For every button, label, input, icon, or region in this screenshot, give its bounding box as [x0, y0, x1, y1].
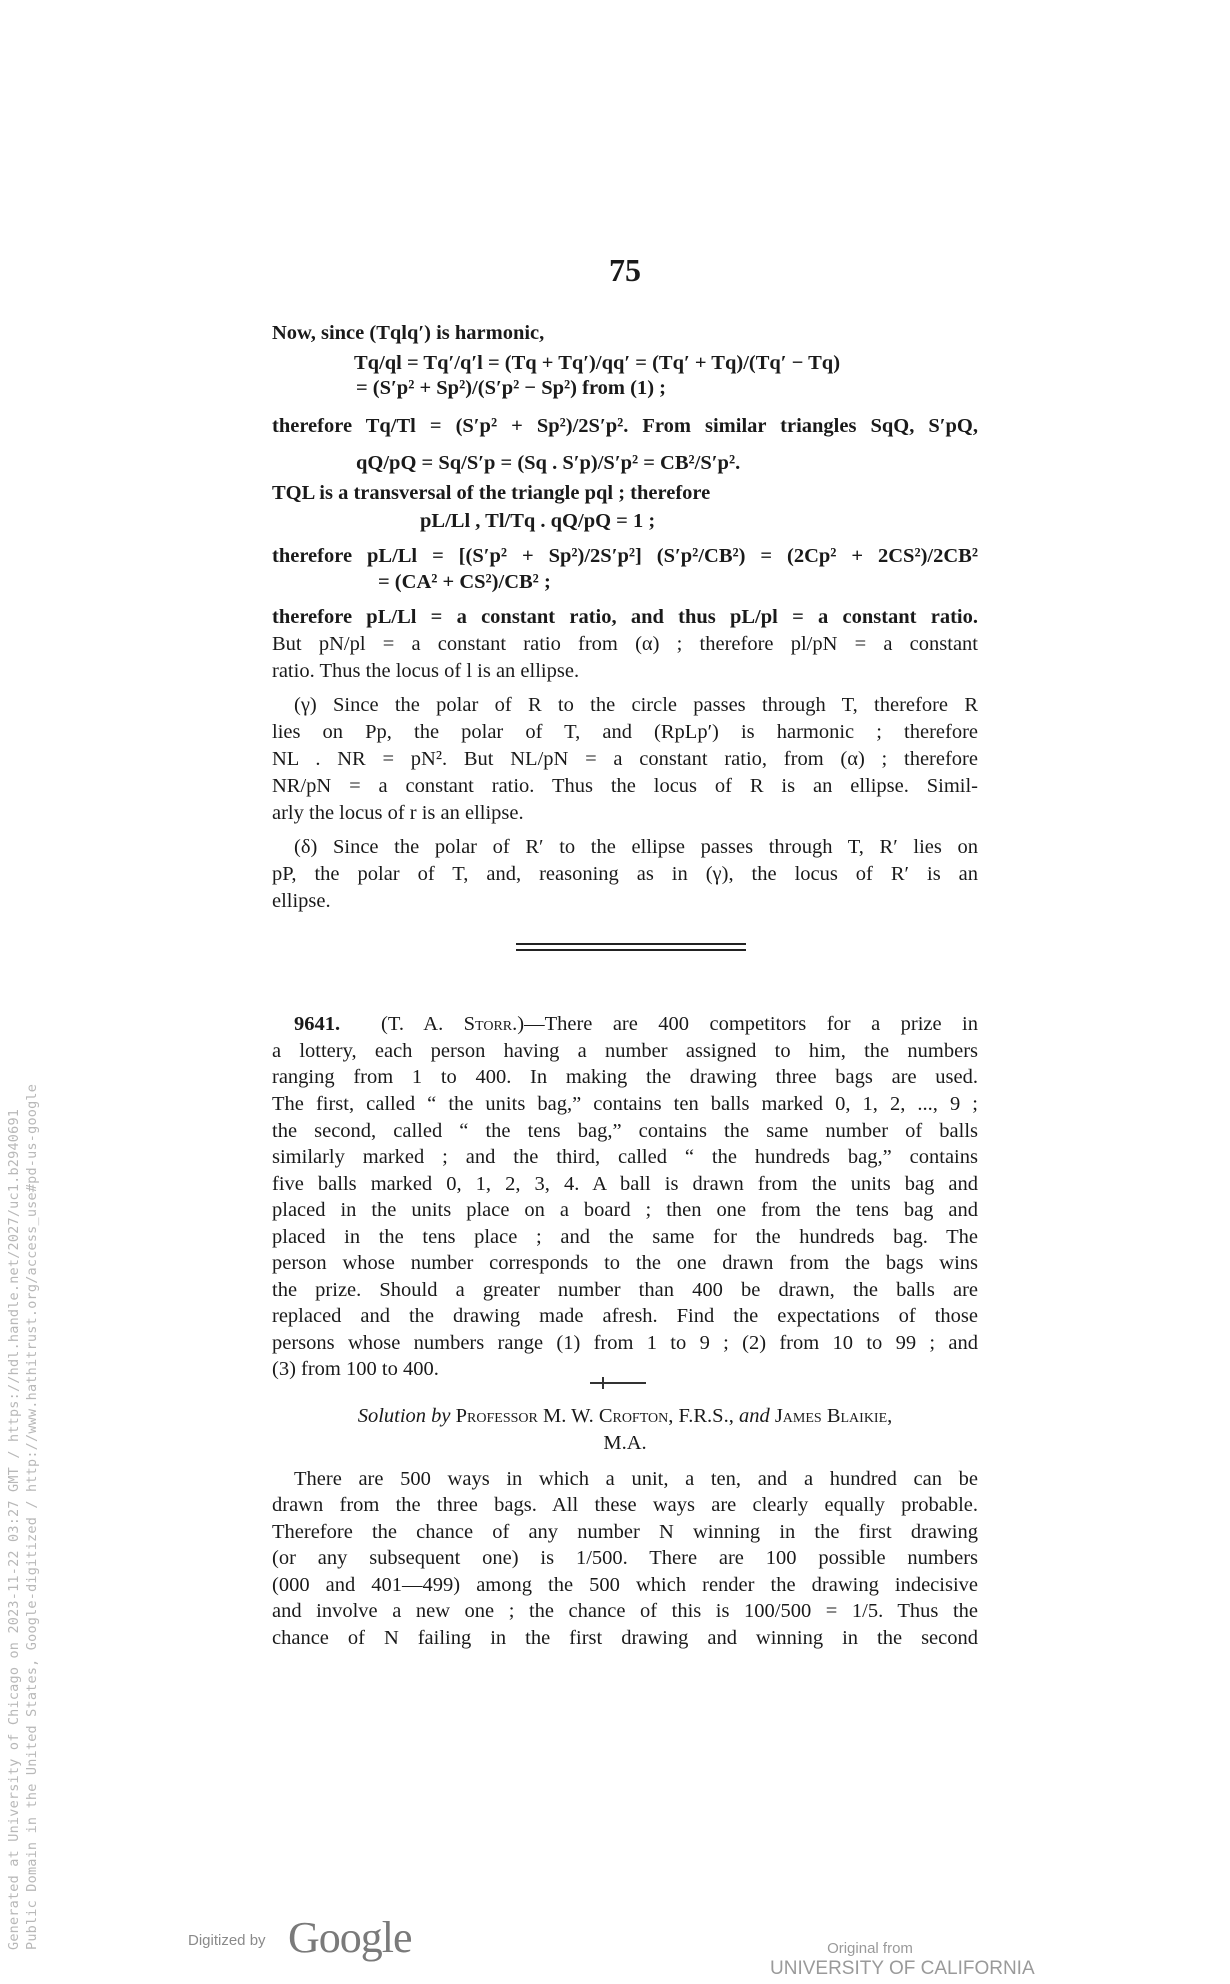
- solution-line: There are 500 ways in which a unit, a ten, and a hundred can be: [294, 1468, 978, 1490]
- question-line: placed in the tens place ; and the same for the hundreds bag. The: [272, 1226, 978, 1248]
- equation-line: Tq/ql = Tq′/q′l = (Tq + Tq′)/qq′ = (Tq′ + Tq)/(Tq′ − Tq): [354, 352, 841, 374]
- solution-line: drawn from the three bags. All these ways are clearly equally probable.: [272, 1494, 978, 1516]
- section-divider-double-rule: [516, 943, 746, 951]
- solution-heading-prefix: Solution by: [357, 1405, 451, 1427]
- original-from-label: Original from: [827, 1940, 913, 1957]
- gamma-paragraph-line: lies on Pp, the polar of T, and (RpLp′) is harmonic ; therefore: [272, 721, 978, 743]
- equation-line: = (S′p² + Sp²)/(S′p² − Sp²) from (1) ;: [356, 377, 666, 399]
- question-line: (3) from 100 to 400.: [272, 1358, 439, 1380]
- solution-line: (or any subsequent one) is 1/500. There are 100 possible numbers: [272, 1547, 978, 1569]
- text-line: therefore pL/Ll = [(S′p² + Sp²)/2S′p²] (S′p²/CB²) = (2Cp² + 2CS²)/2CB²: [272, 545, 978, 567]
- gamma-paragraph-line: (γ) Since the polar of R to the circle passes through T, therefore R: [294, 694, 978, 716]
- solution-line: Therefore the chance of any number N winning in the first drawing: [272, 1521, 978, 1543]
- solution-line: chance of N failing in the first drawing and winning in the second: [272, 1627, 978, 1649]
- solution-heading-coauthor: James Blaikie,: [769, 1405, 893, 1427]
- gamma-paragraph-line: arly the locus of r is an ellipse.: [272, 802, 524, 824]
- solution-line: (000 and 401—499) among the 500 which render the drawing indecisive: [272, 1574, 978, 1596]
- separator-mark: [590, 1377, 646, 1389]
- margin-generated-note: Generated at University of Chicago on 2023-11-22 03:27 GMT / https://hdl.handle.net/2027/uc1.b2940691: [6, 1108, 22, 1950]
- question-line: the prize. Should a greater number than 400 be drawn, the balls are: [272, 1279, 978, 1301]
- equation-line: = (CA² + CS²)/CB² ;: [378, 571, 551, 593]
- delta-paragraph-line: pP, the polar of T, and, reasoning as in (γ), the locus of R′ is an: [272, 863, 978, 885]
- solution-heading-line2: M.A.: [603, 1432, 647, 1454]
- text-line: therefore pL/Ll = a constant ratio, and thus pL/pl = a constant ratio.: [272, 606, 978, 628]
- text-line: ratio. Thus the locus of l is an ellipse.: [272, 660, 580, 682]
- text-line: TQL is a transversal of the triangle pql ; therefore: [272, 482, 711, 504]
- solution-line: and involve a new one ; the chance of this is 100/500 = 1/5. Thus the: [272, 1600, 978, 1622]
- question-line: similarly marked ; and the third, called “ the hundreds bag,” contains: [272, 1146, 978, 1168]
- text-line: therefore Tq/Tl = (S′p² + Sp²)/2S′p². From similar triangles SqQ, S′pQ,: [272, 415, 978, 437]
- solution-heading-author: Professor M. W. Crofton, F.R.S.,: [450, 1405, 739, 1427]
- text-line: Now, since (Tqlq′) is harmonic,: [272, 322, 545, 344]
- equation-line: qQ/pQ = Sq/S′p = (Sq . S′p)/S′p² = CB²/S′p².: [356, 452, 741, 474]
- question-author: (T. A. Storr.): [381, 1013, 525, 1035]
- gamma-paragraph-line: NL . NR = pN². But NL/pN = a constant ratio, from (α) ; therefore: [272, 748, 978, 770]
- gamma-paragraph-line: NR/pN = a constant ratio. Thus the locus of R is an ellipse. Simil-: [272, 775, 978, 797]
- digitized-by-label: Digitized by: [188, 1932, 266, 1949]
- text-line: But pN/pl = a constant ratio from (α) ; therefore pl/pN = a constant: [272, 633, 978, 655]
- margin-public-domain-note: Public Domain in the United States, Google-digitized / http://www.hathitrust.org/access_use#pd-us-google: [24, 1083, 40, 1950]
- question-line: placed in the units place on a board ; then one from the tens bag and: [272, 1199, 978, 1221]
- delta-paragraph-line: ellipse.: [272, 890, 331, 912]
- question-line: replaced and the drawing made afresh. Find the expectations of those: [272, 1305, 978, 1327]
- question-number: 9641.: [294, 1013, 341, 1035]
- question-line: [272, 1011, 978, 1037]
- question-line: ranging from 1 to 400. In making the drawing three bags are used.: [272, 1066, 978, 1088]
- solution-heading-and: and: [738, 1405, 770, 1427]
- institution-name: UNIVERSITY OF CALIFORNIA: [770, 1958, 1035, 1979]
- solution-heading: [272, 1403, 978, 1429]
- google-logo: Google: [288, 1913, 412, 1962]
- question-text: —There are 400 competitors for a prize in: [524, 1013, 978, 1035]
- question-line: person whose number corresponds to the one drawn from the bags wins: [272, 1252, 978, 1274]
- question-line: five balls marked 0, 1, 2, 3, 4. A ball is drawn from the units bag and: [272, 1173, 978, 1195]
- page-number: 75: [609, 252, 641, 288]
- question-line: persons whose numbers range (1) from 1 to 9 ; (2) from 10 to 99 ; and: [272, 1332, 978, 1354]
- delta-paragraph-line: (δ) Since the polar of R′ to the ellipse passes through T, R′ lies on: [294, 836, 978, 858]
- question-line: a lottery, each person having a number assigned to him, the numbers: [272, 1040, 978, 1062]
- equation-line: pL/Ll , Tl/Tq . qQ/pQ = 1 ;: [420, 510, 656, 532]
- question-line: The first, called “ the units bag,” contains ten balls marked 0, 1, 2, ..., 9 ;: [272, 1093, 978, 1115]
- question-line: the second, called “ the tens bag,” contains the same number of balls: [272, 1120, 978, 1142]
